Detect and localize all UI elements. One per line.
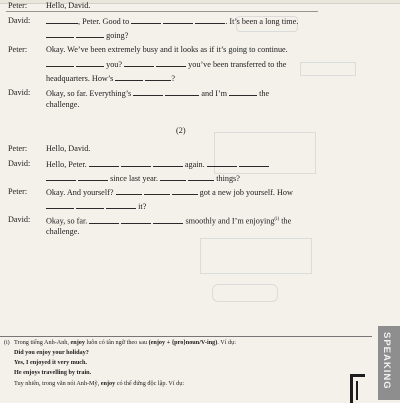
- fill-blank[interactable]: [172, 187, 198, 195]
- line-text: Hello, Peter. again.: [46, 159, 346, 170]
- fill-blank[interactable]: [133, 88, 163, 96]
- fill-blank[interactable]: [76, 59, 104, 67]
- fill-blank[interactable]: [46, 59, 74, 67]
- fill-blank[interactable]: [207, 159, 237, 167]
- section-tab: [378, 326, 400, 400]
- fill-blank[interactable]: [76, 30, 104, 38]
- section-number: (2): [176, 126, 186, 135]
- fill-blank[interactable]: [46, 201, 74, 209]
- footnote-example: Did you enjoy your holiday?: [14, 349, 89, 356]
- speaker-label: David:: [8, 159, 31, 168]
- speaker-label: David:: [8, 16, 31, 25]
- fill-blank[interactable]: [160, 173, 186, 181]
- speaker-label: David:: [8, 215, 31, 224]
- fill-blank[interactable]: [153, 159, 183, 167]
- fill-blank[interactable]: [188, 173, 214, 181]
- fill-blank[interactable]: [153, 216, 183, 224]
- speaker-label: Peter:: [8, 144, 28, 153]
- bleed-through-mark: [200, 238, 312, 274]
- line-text: , Peter. Good to . It’s been a long time.: [46, 16, 346, 27]
- fill-blank[interactable]: [229, 88, 257, 96]
- fill-blank[interactable]: [163, 16, 193, 24]
- fill-blank[interactable]: [106, 201, 136, 209]
- footnote-example: Yes, I enjoyed it very much.: [14, 359, 88, 366]
- speaker-label: Peter:: [8, 187, 28, 196]
- fill-blank[interactable]: [144, 187, 170, 195]
- line-text: Okay. We’ve been extremely busy and it looks as if it’s going to continue.: [46, 45, 288, 54]
- footnote-example: He enjoys travelling by train.: [14, 369, 92, 376]
- fill-blank[interactable]: [165, 88, 199, 96]
- fill-blank[interactable]: [46, 30, 74, 38]
- line-text: going?: [46, 30, 346, 41]
- line-text: Hello, David.: [46, 1, 91, 10]
- fill-blank[interactable]: [46, 173, 76, 181]
- fill-blank[interactable]: [121, 159, 151, 167]
- footnote-marker: (i): [4, 340, 10, 346]
- line-text: challenge.: [46, 227, 80, 236]
- bleed-through-mark: [212, 284, 278, 302]
- footnote-line: Tuy nhiên, trong văn nói Anh-Mỹ, enjoy có thể đứng độc lập. Ví dụ:: [14, 380, 185, 387]
- footnote-line: Trong tiếng Anh-Anh, enjoy luôn có tân ngữ theo sau (enjoy + {pro}noun/V-ing). Ví dụ:: [14, 339, 236, 346]
- fill-blank[interactable]: [195, 16, 225, 24]
- line-text: headquarters. How’s ?: [46, 74, 176, 83]
- corner-mark: [356, 381, 363, 400]
- section-tab-label: SPEAKING: [381, 332, 392, 390]
- fill-blank[interactable]: [131, 16, 161, 24]
- line-text: it?: [46, 201, 346, 212]
- fill-blank[interactable]: [145, 73, 171, 81]
- fill-blank[interactable]: [89, 159, 119, 167]
- fill-blank[interactable]: [46, 16, 78, 24]
- line-text: Okay. And yourself? got a new job yourself. How: [46, 188, 293, 197]
- fill-blank[interactable]: [156, 59, 186, 67]
- fill-blank[interactable]: [76, 201, 104, 209]
- top-rule: [6, 11, 318, 12]
- fill-blank[interactable]: [89, 216, 119, 224]
- fill-blank[interactable]: [78, 173, 108, 181]
- line-text: Okay, so far. smoothly and I’m enjoying$^{(i)}$ the: [46, 216, 292, 226]
- footnote: [0, 336, 372, 401]
- line-text: since last year. things?: [46, 173, 346, 184]
- speaker-label: David:: [8, 88, 31, 97]
- line-text: challenge.: [46, 100, 80, 109]
- line-text: Okay, so far. Everything’s and I’m the: [46, 89, 270, 98]
- line-text: Hello, David.: [46, 144, 91, 153]
- fill-blank[interactable]: [115, 73, 143, 81]
- speaker-label: Peter:: [8, 45, 28, 54]
- fill-blank[interactable]: [239, 159, 269, 167]
- line-text: you? you’ve been transferred to the: [46, 59, 346, 70]
- fill-blank[interactable]: [124, 59, 154, 67]
- footnote-ref: (i): [274, 217, 280, 222]
- fill-blank[interactable]: [121, 216, 151, 224]
- fill-blank[interactable]: [116, 187, 142, 195]
- speaker-label: Peter:: [8, 1, 28, 10]
